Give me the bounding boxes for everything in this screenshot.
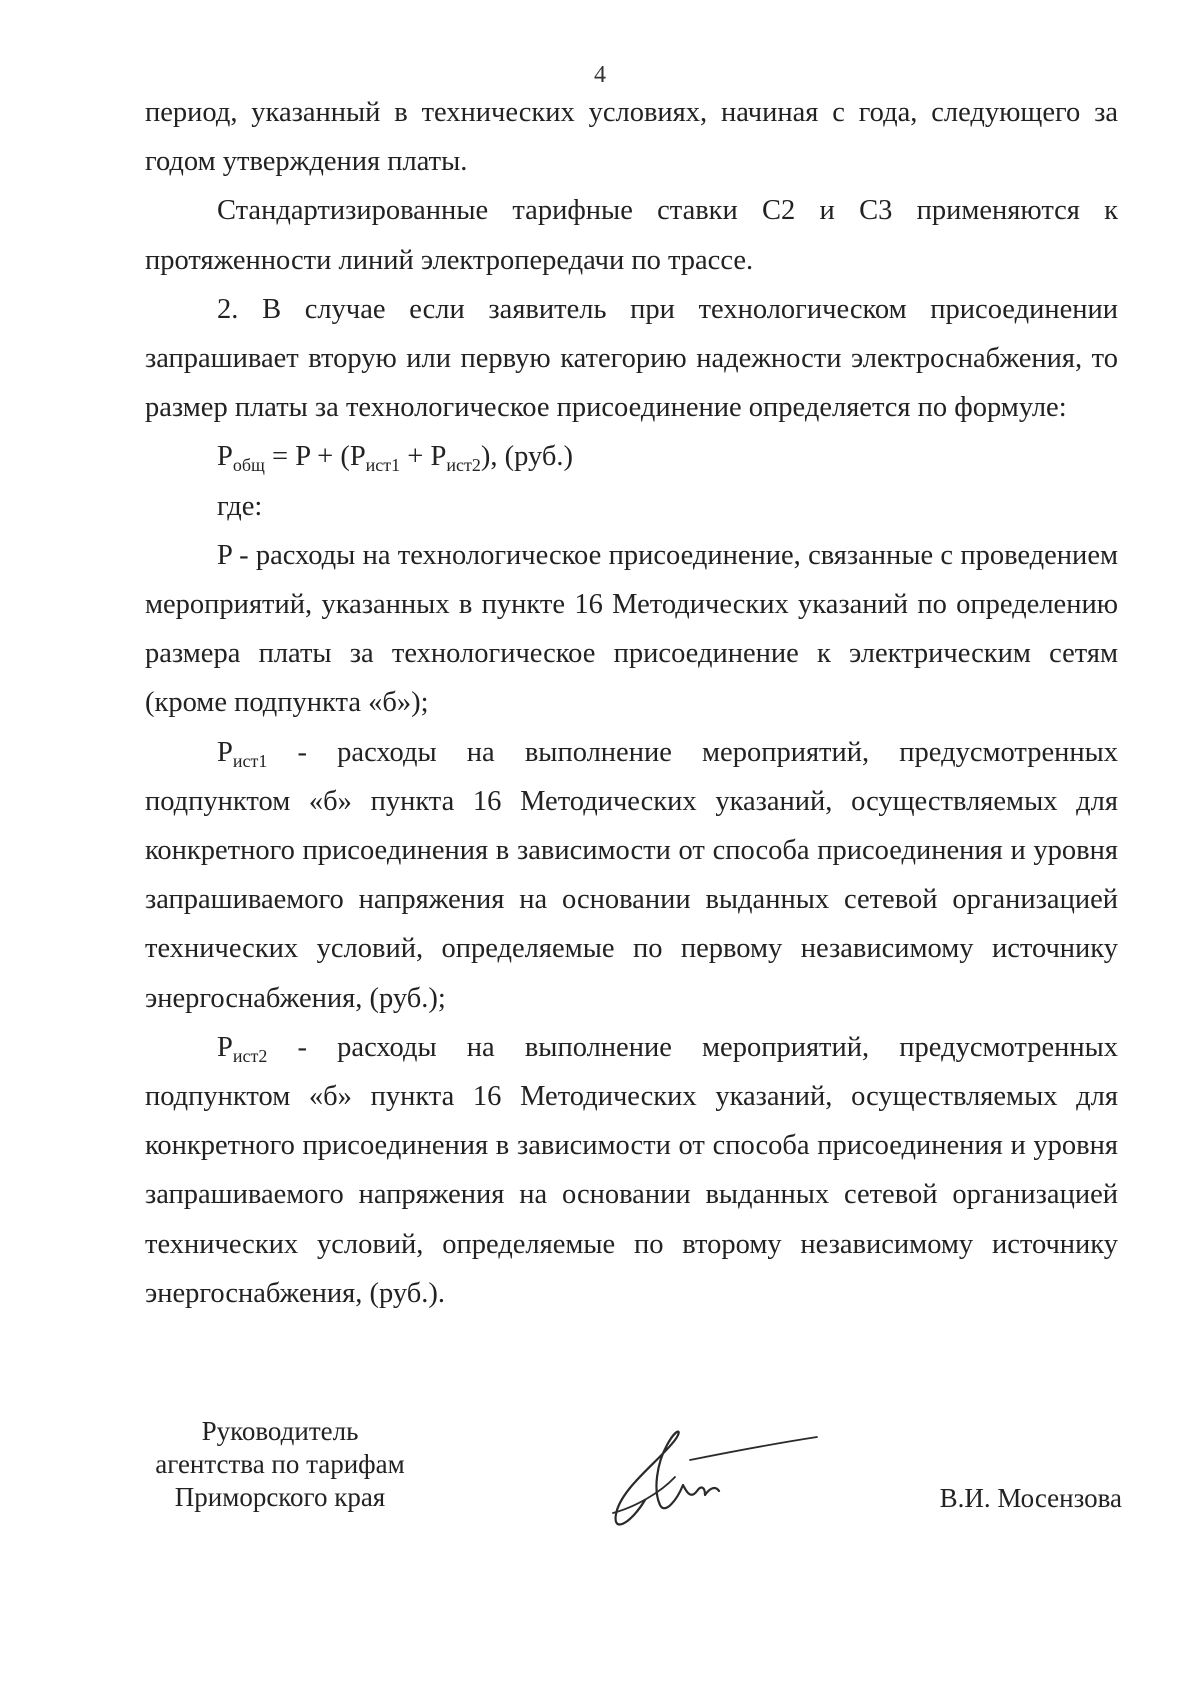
formula-part: ), (руб.) xyxy=(480,441,573,473)
handwritten-signature xyxy=(605,1415,820,1545)
paragraph-tariff-rates: Стандартизированные тарифные ставки С2 и С3 применяются к протяженности линий электропередачи по трассе. xyxy=(145,195,1118,276)
signer-title xyxy=(135,1415,425,1514)
signer-title-line: Приморского края xyxy=(174,1482,386,1512)
definition-subscript: ист2 xyxy=(232,1045,268,1066)
definition-symbol: P xyxy=(217,736,233,768)
paragraph-clause-2: 2. В случае если заявитель при технологическом присоединении запрашивает вторую или первую категорию надежности электроснабжения, то размер платы за технологическое присоединение определяется по формуле: xyxy=(145,293,1118,424)
where-label: где: xyxy=(217,490,263,522)
formula xyxy=(145,432,1118,481)
paragraph-definition-p: P - расходы на технологическое присоединение, связанные с проведением мероприятий, указанных в пункте 16 Методических указаний по определению размера платы за технологическое присоединение к электрическим сетям (кроме подпункта «б»); xyxy=(145,539,1118,719)
paragraph-definition-source1 xyxy=(145,728,1118,1023)
definition-symbol: P xyxy=(217,1031,233,1063)
signer-name: В.И. Мосензова xyxy=(939,1483,1122,1513)
formula-symbol-total: P xyxy=(217,441,233,473)
definition-text: - расходы на выполнение мероприятий, предусмотренных подпунктом «б» пункта 16 Методических указаний, осуществляемых для конкретного присоединения в зависимости от способа присоединения и уровня запрашиваемого напряжения на основании выданных сетевой организацией технических условий, определяемые по первому независимому источнику энергоснабжения, (руб.); xyxy=(145,736,1118,1014)
paragraph-definition-source2 xyxy=(145,1023,1118,1318)
formula-part: + P xyxy=(400,441,447,473)
page-number: 4 xyxy=(594,62,606,88)
definition-text: - расходы на выполнение мероприятий, предусмотренных подпунктом «б» пункта 16 Методических указаний, осуществляемых для конкретного присоединения в зависимости от способа присоединения и уровня запрашиваемого напряжения на основании выданных сетевой организацией технических условий, определяемые по второму независимому источнику энергоснабжения, (руб.). xyxy=(145,1031,1118,1309)
signer-title-line: агентства по тарифам xyxy=(155,1449,405,1479)
formula-subscript-source2: ист2 xyxy=(446,455,481,476)
formula-part: = P + (P xyxy=(264,441,366,473)
signer-title-line: Руководитель xyxy=(201,1416,359,1446)
formula-subscript-total: общ xyxy=(232,455,265,476)
paragraph-continuation: период, указанный в технических условиях, начиная с года, следующего за годом утверждения платы. xyxy=(145,97,1118,178)
document-body xyxy=(145,88,1118,1318)
definition-subscript: ист1 xyxy=(232,750,268,771)
formula-subscript-source1: ист1 xyxy=(365,455,401,476)
signature-block xyxy=(0,1415,1200,1535)
